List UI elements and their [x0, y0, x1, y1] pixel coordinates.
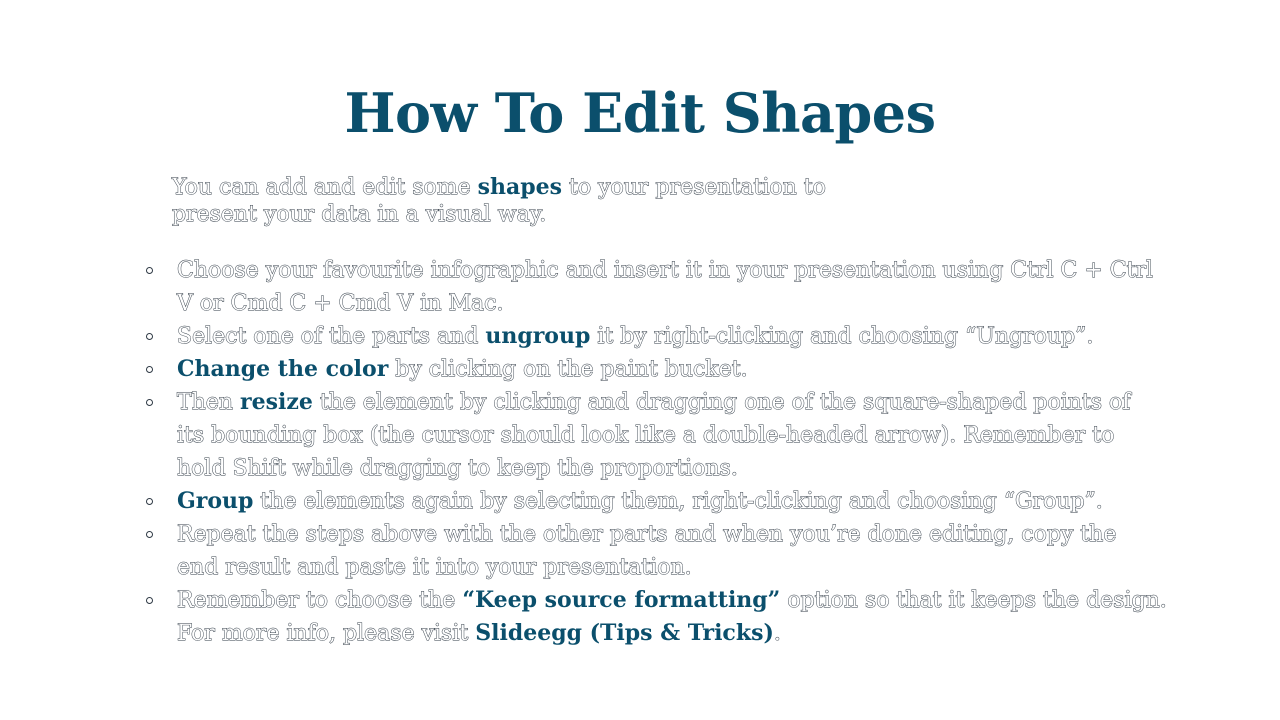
- list-item-text: Select one of the parts and: [177, 324, 486, 349]
- list-item-text: option so that it keeps the design.: [780, 588, 1167, 613]
- intro-highlight: shapes: [477, 174, 563, 200]
- list-item-line: [177, 617, 1146, 650]
- list-item-line: [177, 584, 1167, 617]
- bullet-icon: [146, 333, 153, 340]
- list-item-highlight: ungroup: [485, 323, 591, 349]
- list-item-highlight: “Keep source formatting”: [462, 587, 781, 613]
- list-item-text: end result and paste it into your presentation.: [177, 555, 692, 580]
- list-item-line: [177, 485, 1146, 518]
- list-item-text: the elements again by selecting them, right-clicking and choosing “Group”.: [253, 489, 1103, 514]
- intro-paragraph: [172, 174, 872, 228]
- list-item-text: Choose your favourite infographic and insert it in your presentation using Ctrl C + Ctrl: [177, 258, 1153, 283]
- list-item-text: Then: [177, 390, 241, 415]
- list-item-text: hold Shift while dragging to keep the proportions.: [177, 456, 738, 481]
- list-item-text: the element by clicking and dragging one of the square-shaped points of: [312, 390, 1131, 415]
- list-item-text: it by right-clicking and choosing “Ungroup”.: [590, 324, 1094, 349]
- list-item-text: V or Cmd C + Cmd V in Mac.: [177, 291, 504, 316]
- list-item-text: its bounding box (the cursor should look like a double-headed arrow). Remember to: [177, 423, 1115, 448]
- intro-text: to your presentation to: [562, 175, 826, 200]
- intro-text: You can add and edit some: [172, 175, 478, 200]
- list-item-4: [146, 386, 1146, 485]
- list-item-3: [146, 353, 1146, 386]
- intro-line-2: present your data in a visual way.: [172, 202, 547, 227]
- list-item-text: Repeat the steps above with the other parts and when you’re done editing, copy the: [177, 522, 1117, 547]
- page-title: How To Edit Shapes: [344, 81, 936, 145]
- bullet-icon: [146, 597, 153, 604]
- list-item-text: Remember to choose the: [177, 588, 463, 613]
- list-item-text: by clicking on the paint bucket.: [388, 357, 748, 382]
- bullet-icon: [146, 531, 153, 538]
- list-item-5: [146, 485, 1146, 518]
- bullet-icon: [146, 267, 153, 274]
- list-item-line: [177, 320, 1146, 353]
- list-item-highlight: Group: [177, 488, 254, 514]
- list-item-1: [146, 254, 1153, 320]
- list-item-7: [146, 584, 1167, 650]
- bullet-icon: [146, 366, 153, 373]
- list-item-text: For more info, please visit: [177, 621, 476, 646]
- list-item-text: .: [773, 621, 781, 646]
- list-item-highlight: resize: [240, 389, 313, 415]
- list-item-2: [146, 320, 1146, 353]
- bullet-icon: [146, 399, 153, 406]
- list-item-6: [146, 518, 1146, 584]
- bullet-icon: [146, 498, 153, 505]
- list-item-line: [177, 353, 1146, 386]
- instruction-list: [146, 254, 1167, 650]
- list-item-highlight: Change the color: [177, 356, 389, 382]
- list-item-line: [177, 386, 1146, 419]
- slideegg-link[interactable]: Slideegg (Tips & Tricks): [475, 620, 774, 646]
- intro-line-1: [172, 174, 872, 201]
